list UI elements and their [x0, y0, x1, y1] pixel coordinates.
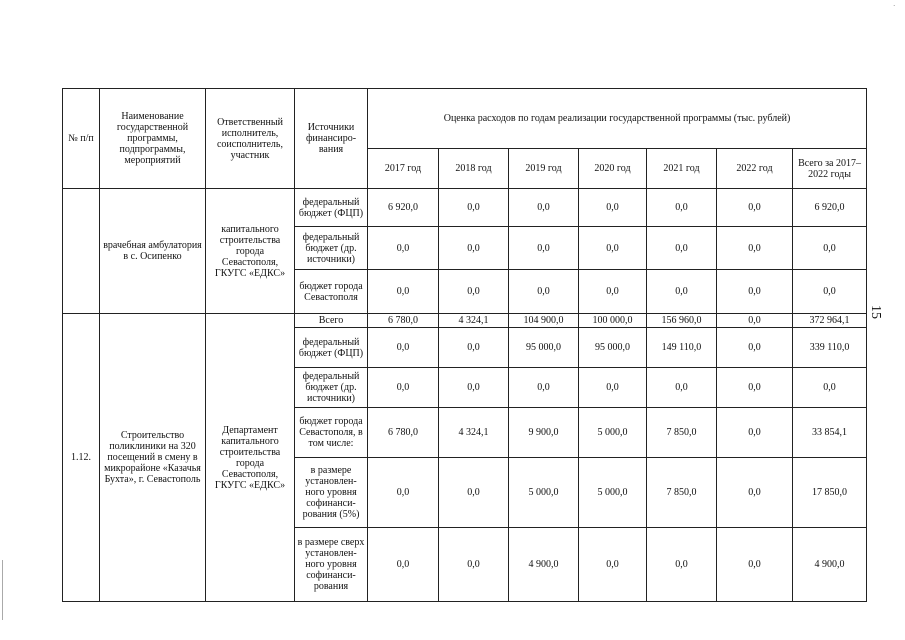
value-cell: 9 900,0 — [509, 408, 579, 458]
value-cell: 0,0 — [647, 189, 717, 227]
value-cell: 0,0 — [579, 189, 647, 227]
value-cell: 0,0 — [509, 270, 579, 314]
value-cell-total: 372 964,1 — [793, 314, 867, 328]
value-cell: 0,0 — [368, 528, 439, 602]
funding-source: федеральный бюджет (ФЦП) — [295, 328, 368, 368]
value-cell: 0,0 — [717, 328, 793, 368]
value-cell: 0,0 — [717, 458, 793, 528]
value-cell: 0,0 — [717, 368, 793, 408]
table-row — [63, 189, 867, 227]
header-source: Источники финансиро-вания — [295, 89, 368, 189]
value-cell: 0,0 — [509, 189, 579, 227]
funding-source: бюджет города Севастополя — [295, 270, 368, 314]
value-cell: 6 780,0 — [368, 408, 439, 458]
value-cell: 5 000,0 — [509, 458, 579, 528]
responsible: Департамент капитального строительства города Севастополя, ГКУГС «ЕДКС» — [206, 314, 295, 602]
value-cell-total: 17 850,0 — [793, 458, 867, 528]
row-num: 1.12. — [63, 314, 100, 602]
header-year: 2022 год — [717, 149, 793, 189]
value-cell: 0,0 — [439, 528, 509, 602]
value-cell: 156 960,0 — [647, 314, 717, 328]
funding-source: бюджет города Севастополя, в том числе: — [295, 408, 368, 458]
scan-edge-mark — [2, 560, 3, 620]
value-cell: 0,0 — [717, 227, 793, 270]
value-cell: 0,0 — [439, 189, 509, 227]
value-cell-total: 0,0 — [793, 270, 867, 314]
value-cell: 0,0 — [717, 408, 793, 458]
funding-source: Всего — [295, 314, 368, 328]
value-cell: 0,0 — [579, 368, 647, 408]
value-cell: 0,0 — [717, 270, 793, 314]
value-cell: 0,0 — [439, 227, 509, 270]
funding-source: федеральный бюджет (ФЦП) — [295, 189, 368, 227]
header-year-total: Всего за 2017–2022 годы — [793, 149, 867, 189]
value-cell: 0,0 — [439, 458, 509, 528]
row-num — [63, 189, 100, 314]
value-cell: 0,0 — [368, 227, 439, 270]
header-name: Наименование государственной программы, подпрограммы, мероприятий — [100, 89, 206, 189]
value-cell: 0,0 — [647, 368, 717, 408]
value-cell: 0,0 — [647, 227, 717, 270]
responsible: капитального строительства города Севастополя, ГКУГС «ЕДКС» — [206, 189, 295, 314]
value-cell-total: 6 920,0 — [793, 189, 867, 227]
value-cell: 4 324,1 — [439, 408, 509, 458]
funding-source: в размере сверх установлен-ного уровня софинанси-рования — [295, 528, 368, 602]
value-cell: 0,0 — [368, 458, 439, 528]
value-cell: 0,0 — [579, 270, 647, 314]
value-cell: 0,0 — [439, 270, 509, 314]
header-year: 2020 год — [579, 149, 647, 189]
page-number: 15 — [868, 305, 883, 319]
budget-table — [62, 88, 867, 602]
value-cell: 0,0 — [439, 328, 509, 368]
value-cell: 95 000,0 — [579, 328, 647, 368]
value-cell: 0,0 — [579, 227, 647, 270]
funding-source: в размере установлен-ного уровня софинанси-рования (5%) — [295, 458, 368, 528]
header-year: 2018 год — [439, 149, 509, 189]
value-cell: 6 780,0 — [368, 314, 439, 328]
value-cell: 149 110,0 — [647, 328, 717, 368]
value-cell: 100 000,0 — [579, 314, 647, 328]
value-cell: 4 900,0 — [509, 528, 579, 602]
value-cell-total: 33 854,1 — [793, 408, 867, 458]
value-cell: 0,0 — [439, 368, 509, 408]
value-cell: 7 850,0 — [647, 458, 717, 528]
value-cell: 0,0 — [509, 368, 579, 408]
header-num: № п/п — [63, 89, 100, 189]
value-cell: 0,0 — [368, 270, 439, 314]
value-cell: 6 920,0 — [368, 189, 439, 227]
value-cell: 0,0 — [509, 227, 579, 270]
table-header — [63, 89, 867, 189]
activity-name: врачебная амбулатория в с. Осипенко — [100, 189, 206, 314]
value-cell: 104 900,0 — [509, 314, 579, 328]
value-cell: 0,0 — [647, 528, 717, 602]
corner-mark: · — [893, 2, 896, 10]
value-cell-total: 4 900,0 — [793, 528, 867, 602]
activity-name: Строительство поликлиники на 320 посещений в смену в микрорайоне «Казачья Бухта», г. Севастополь — [100, 314, 206, 602]
header-estimate: Оценка расходов по годам реализации государственной программы (тыс. рублей) — [368, 89, 867, 149]
value-cell: 0,0 — [717, 314, 793, 328]
value-cell: 95 000,0 — [509, 328, 579, 368]
value-cell: 0,0 — [368, 328, 439, 368]
funding-source: федеральный бюджет (др. источники) — [295, 368, 368, 408]
value-cell: 0,0 — [717, 528, 793, 602]
value-cell: 0,0 — [368, 368, 439, 408]
header-year: 2021 год — [647, 149, 717, 189]
header-year: 2017 год — [368, 149, 439, 189]
value-cell: 5 000,0 — [579, 408, 647, 458]
value-cell-total: 0,0 — [793, 368, 867, 408]
value-cell: 7 850,0 — [647, 408, 717, 458]
table-row — [63, 314, 867, 328]
value-cell: 4 324,1 — [439, 314, 509, 328]
header-responsible: Ответственный исполнитель, соисполнитель, участник — [206, 89, 295, 189]
value-cell: 0,0 — [717, 189, 793, 227]
header-year: 2019 год — [509, 149, 579, 189]
value-cell: 0,0 — [579, 528, 647, 602]
value-cell: 0,0 — [647, 270, 717, 314]
value-cell-total: 0,0 — [793, 227, 867, 270]
value-cell: 5 000,0 — [579, 458, 647, 528]
value-cell-total: 339 110,0 — [793, 328, 867, 368]
funding-source: федеральный бюджет (др. источники) — [295, 227, 368, 270]
